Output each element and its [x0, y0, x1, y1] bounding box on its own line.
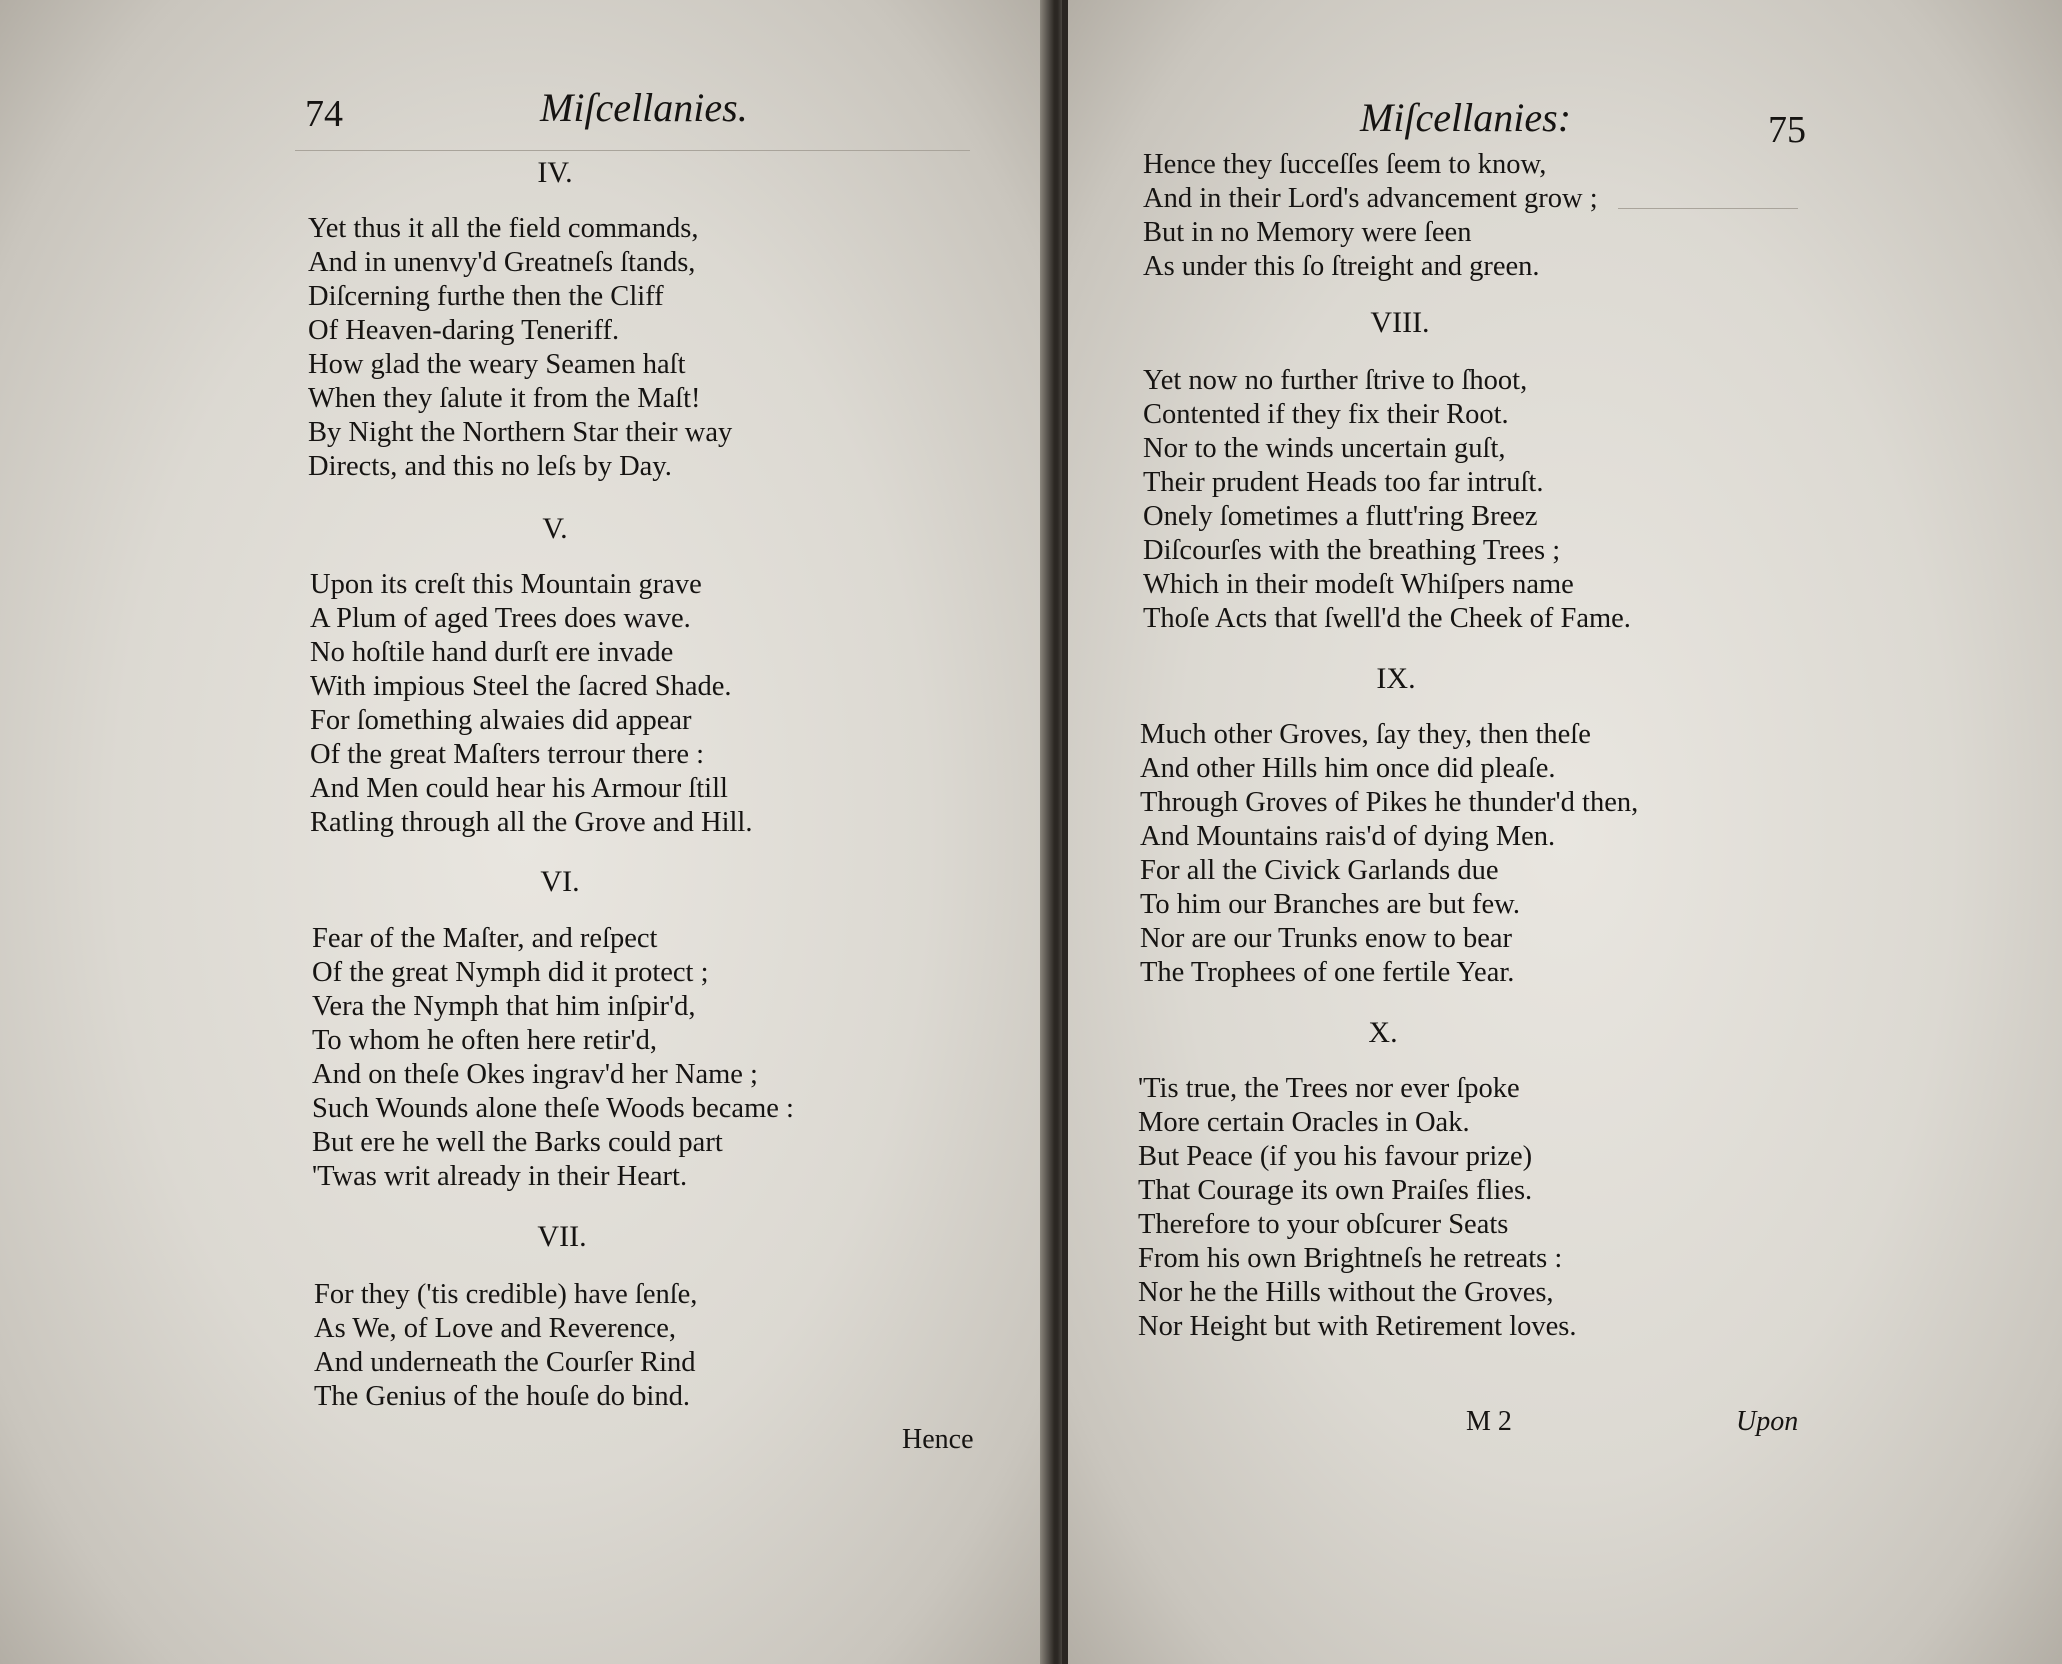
verse-line: Through Groves of Pikes he thunder'd then,: [1140, 787, 1639, 818]
verse-line: But ere he well the Barks could part: [312, 1127, 723, 1158]
verse-line: When they ſalute it from the Maſt!: [308, 383, 701, 414]
verse-line: But Peace (if you his favour prize): [1138, 1141, 1533, 1172]
verse-line: And underneath the Courſer Rind: [314, 1347, 696, 1378]
verse-line: Diſcerning furthe then the Cliff: [308, 281, 664, 312]
stanza-continued: [1143, 148, 1598, 284]
stanza-number: X.: [1368, 1016, 1398, 1049]
verse-line: From his own Brightneſs he retreats :: [1138, 1243, 1563, 1274]
running-head: Miſcellanies:: [1360, 95, 1572, 140]
verse-line: Fear of the Maſter, and reſpect: [312, 923, 658, 954]
verse-line: Nor Height but with Retirement loves.: [1138, 1311, 1577, 1342]
verse-line: Therefore to your obſcurer Seats: [1138, 1209, 1509, 1240]
stanza-vi: [312, 922, 794, 1194]
verse-line: Contented if they fix their Root.: [1143, 399, 1509, 430]
stanza-number: IX.: [1376, 662, 1416, 695]
catchword: Hence: [902, 1424, 974, 1455]
verse-line: Of Heaven-daring Teneriff.: [308, 315, 620, 346]
verse-line: Nor he the Hills without the Groves,: [1138, 1277, 1554, 1308]
page-number: 75: [1768, 109, 1806, 151]
signature-mark: M 2: [1466, 1406, 1512, 1437]
verse-line: For they ('tis credible) have ſenſe,: [314, 1279, 698, 1310]
verse-line: That Courage its own Praiſes flies.: [1138, 1175, 1533, 1206]
verse-line: As We, of Love and Reverence,: [314, 1313, 676, 1344]
head-rule: [295, 150, 970, 151]
verse-line: Much other Groves, ſay they, then theſe: [1140, 719, 1591, 750]
right-page: [1062, 0, 2062, 1664]
stanza-ix: [1140, 718, 1638, 990]
stanza-number: VII.: [537, 1220, 587, 1253]
verse-line: How glad the weary Seamen haſt: [308, 349, 686, 380]
verse-line: And Mountains rais'd of dying Men.: [1140, 821, 1556, 852]
stanza-number: VIII.: [1370, 306, 1430, 339]
verse-line: Which in their modeſt Whiſpers name: [1143, 569, 1574, 600]
stanza-viii: [1143, 364, 1631, 636]
verse-line: And on theſe Okes ingrav'd her Name ;: [312, 1059, 758, 1090]
verse-line: Yet thus it all the field commands,: [308, 213, 699, 244]
catchword: Upon: [1736, 1406, 1799, 1437]
verse-line: The Trophees of one fertile Year.: [1140, 957, 1515, 988]
verse-line: Onely ſometimes a flutt'ring Breez: [1143, 501, 1538, 532]
verse-line: A Plum of aged Trees does wave.: [310, 603, 691, 634]
verse-line: For ſomething alwaies did appear: [310, 705, 692, 736]
stanza-iv: [308, 212, 732, 484]
stanza-number: V.: [542, 512, 568, 545]
verse-line: No hoſtile hand durſt ere invade: [310, 637, 674, 668]
verse-line: Nor are our Trunks enow to bear: [1140, 923, 1513, 954]
verse-line: Diſcourſes with the breathing Trees ;: [1143, 535, 1561, 566]
verse-line: Directs, and this no leſs by Day.: [308, 451, 672, 482]
verse-line: But in no Memory were ſeen: [1143, 217, 1472, 248]
verse-line: With impious Steel the ſacred Shade.: [310, 671, 732, 702]
verse-line: And Men could hear his Armour ſtill: [310, 773, 728, 804]
verse-line: And in their Lord's advancement grow ;: [1143, 183, 1598, 214]
verse-line: To whom he often here retir'd,: [312, 1025, 658, 1056]
verse-line: Ratling through all the Grove and Hill.: [310, 807, 753, 838]
verse-line: Nor to the winds uncertain guſt,: [1143, 433, 1506, 464]
verse-line: More certain Oracles in Oak.: [1138, 1107, 1470, 1138]
stanza-number: IV.: [537, 156, 573, 189]
verse-line: Hence they ſucceſſes ſeem to know,: [1143, 149, 1547, 180]
stanza-v: [310, 568, 752, 840]
verse-line: Thoſe Acts that ſwell'd the Cheek of Fame.: [1143, 603, 1631, 634]
verse-line: As under this ſo ſtreight and green.: [1143, 251, 1540, 282]
verse-line: Yet now no further ſtrive to ſhoot,: [1143, 365, 1528, 396]
verse-line: To him our Branches are but few.: [1140, 889, 1520, 920]
verse-line: Such Wounds alone theſe Woods became :: [312, 1093, 794, 1124]
verse-line: And in unenvy'd Greatneſs ſtands,: [308, 247, 696, 278]
verse-line: 'Twas writ already in their Heart.: [312, 1161, 688, 1192]
verse-line: Their prudent Heads too far intruſt.: [1143, 467, 1544, 498]
verse-line: And other Hills him once did pleaſe.: [1140, 753, 1556, 784]
stanza-vii: [314, 1278, 697, 1414]
verse-line: For all the Civick Garlands due: [1140, 855, 1499, 886]
verse-line: Vera the Nymph that him inſpir'd,: [312, 991, 696, 1022]
stray-rule: [1618, 208, 1798, 209]
page-number: 74: [305, 93, 343, 135]
stanza-x: [1138, 1072, 1577, 1344]
stanza-number: VI.: [540, 865, 580, 898]
verse-line: Upon its creſt this Mountain grave: [310, 569, 702, 600]
verse-line: Of the great Nymph did it protect ;: [312, 957, 709, 988]
running-head: Miſcellanies.: [540, 85, 748, 130]
verse-line: Of the great Maſters terrour there :: [310, 739, 705, 770]
verse-line: The Genius of the houſe do bind.: [314, 1381, 690, 1412]
verse-line: 'Tis true, the Trees nor ever ſpoke: [1138, 1073, 1520, 1104]
verse-line: By Night the Northern Star their way: [308, 417, 733, 448]
